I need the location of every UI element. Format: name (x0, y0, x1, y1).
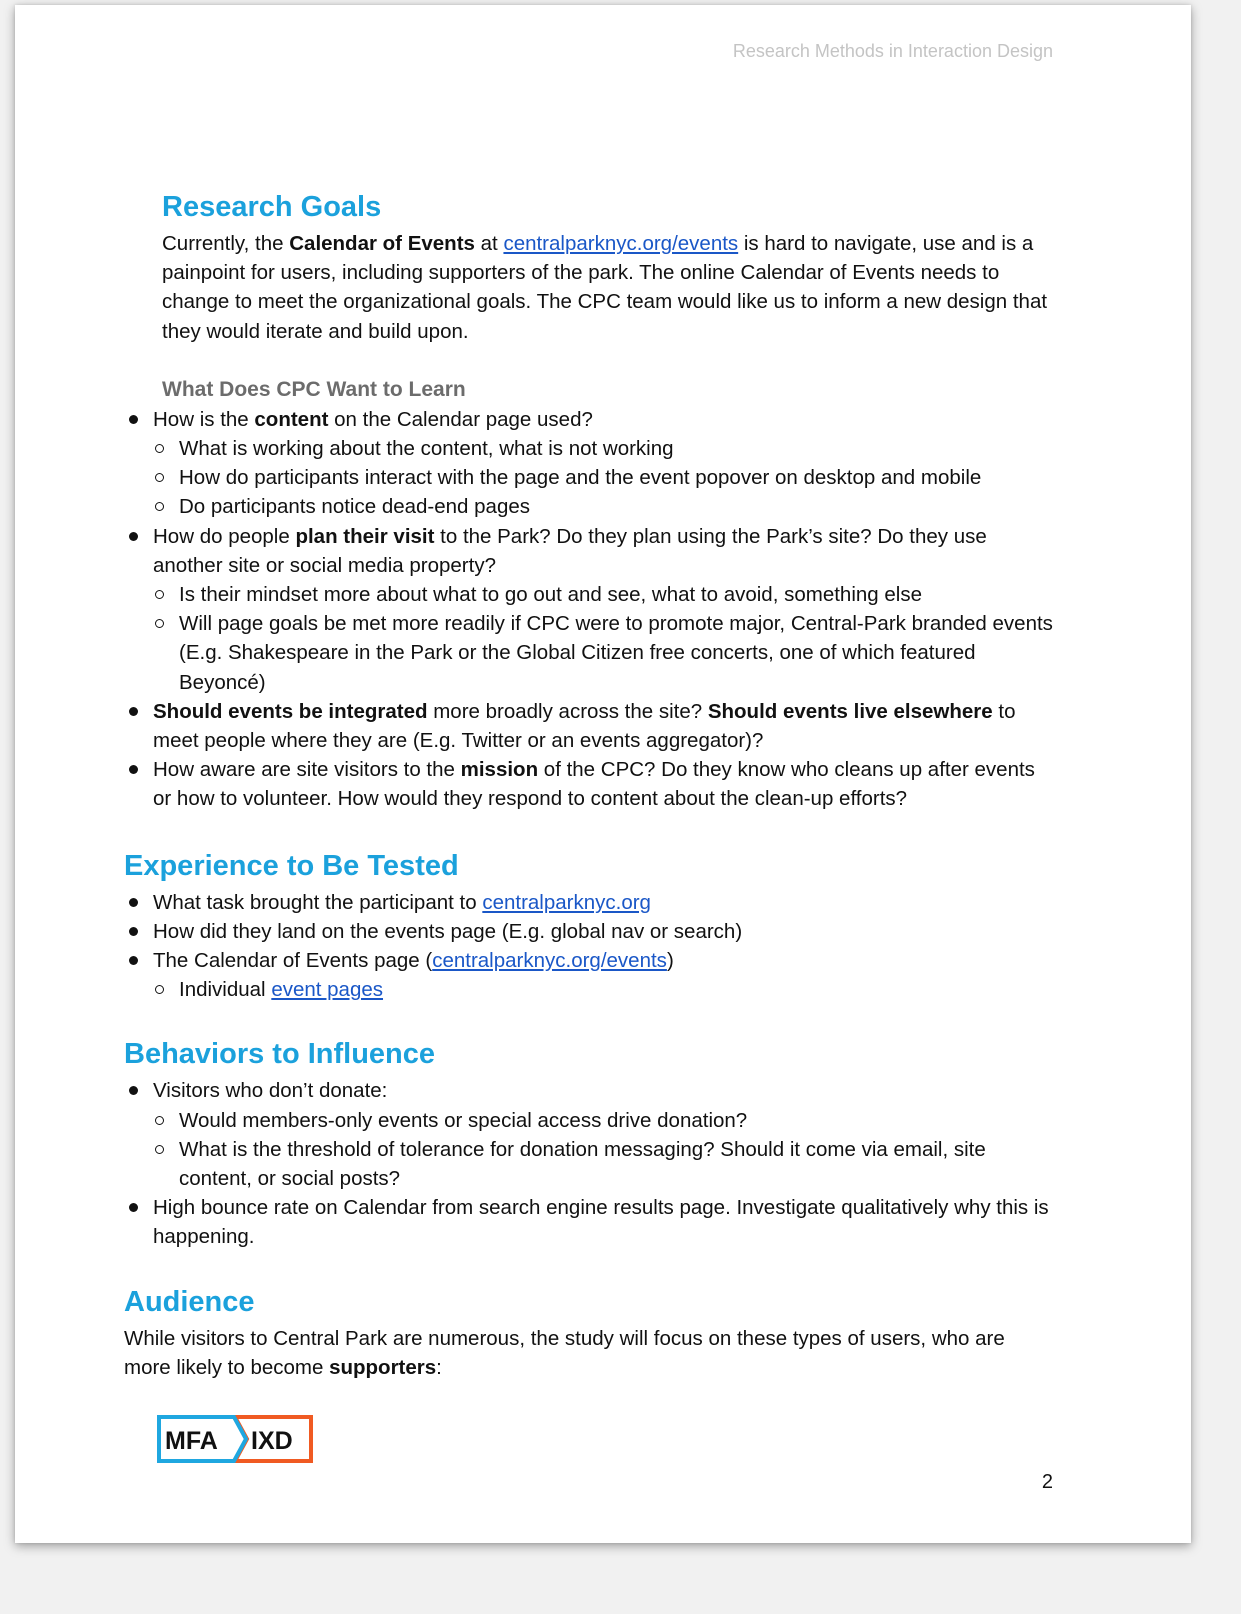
research-goals-section (124, 185, 1054, 405)
item-text: of the CPC? Do they know who cleans up after events or how to volunteer. How would they respond to content about the clean-up efforts? (153, 758, 1035, 811)
item-bold: content (254, 407, 329, 431)
item-text: Individual (179, 978, 272, 1002)
page-number: 2 (1041, 1471, 1053, 1493)
sub-list-item: Will page goals be met more readily if CPC were to promote major, Central-Park branded events (E.g. Shakespeare in the Park or the Global Citizen free concerts, one of which featured Beyoncé) (179, 609, 1054, 697)
item-text: more broadly across the site? (427, 699, 708, 723)
item-text: How aware are site visitors to the (153, 758, 461, 782)
research-goals-intro (162, 229, 1054, 346)
site-link[interactable]: centralparknyc.org (482, 890, 651, 914)
intro-bold: Calendar of Events (289, 232, 475, 255)
item-text: The Calendar of Events page ( (153, 949, 433, 973)
item-bold: plan their visit (295, 524, 435, 548)
intro-text: Currently, the (162, 232, 290, 255)
list-item (153, 697, 1054, 755)
events-link[interactable]: centralparknyc.org/events (432, 949, 667, 973)
document-page (15, 5, 1191, 1543)
list-item (153, 522, 1054, 697)
sub-list (153, 975, 1054, 1004)
sub-list-item: What is the threshold of tolerance for donation messaging? Should it come via email, site content, or social posts? (179, 1135, 1054, 1193)
item-text: : (436, 1355, 442, 1379)
sub-list-item: How do participants interact with the page and the event popover on desktop and mobile (179, 463, 1054, 492)
item-text: on the Calendar page used? (328, 407, 593, 431)
list-item (153, 755, 1054, 813)
list-item (153, 1076, 1054, 1193)
sub-list (153, 434, 1054, 522)
behaviors-heading: Behaviors to Influence (124, 1038, 436, 1071)
experience-heading: Experience to Be Tested (124, 849, 459, 882)
sub-list-item: What is working about the content, what is not working (179, 434, 1054, 463)
logo-left-text: MFA (165, 1427, 218, 1455)
sub-list-item: Do participants notice dead-end pages (179, 492, 1054, 521)
list-item (153, 405, 1054, 522)
item-text: to the Park? Do they plan using the Park’s site? Do they use another site or social media property? (153, 524, 987, 577)
events-link[interactable]: centralparknyc.org/events (503, 232, 739, 255)
item-text: ) (666, 949, 674, 973)
mfa-ixd-logo (156, 1415, 314, 1463)
sub-list (153, 580, 1054, 697)
item-text: What task brought the participant to (153, 890, 483, 914)
audience-text (124, 1324, 1054, 1382)
item-bold: supporters (329, 1355, 437, 1379)
sub-list (153, 1106, 1054, 1194)
experience-list (124, 888, 1054, 1005)
list-item: High bounce rate on Calendar from search engine results page. Investigate qualitatively why this is happening. (153, 1193, 1054, 1251)
item-bold: Should events be integrated (153, 699, 428, 723)
learn-subheading: What Does CPC Want to Learn (162, 377, 466, 401)
list-item: How did they land on the events page (E.g. global nav or search) (153, 917, 1054, 946)
behaviors-list (124, 1076, 1054, 1251)
sub-list-item (179, 975, 1054, 1004)
item-bold: Should events live elsewhere (707, 699, 993, 723)
logo-right-text: IXD (251, 1427, 293, 1455)
running-header: Research Methods in Interaction Design (732, 41, 1053, 61)
item-text: How is the (153, 407, 255, 431)
item-text: Visitors who don’t donate: (153, 1079, 388, 1103)
item-bold: mission (460, 758, 539, 782)
intro-text: at (474, 232, 504, 255)
sub-list-item: Would members-only events or special access drive donation? (179, 1106, 1054, 1135)
page-content (124, 185, 1054, 1382)
sub-list-item: Is their mindset more about what to go out and see, what to avoid, something else (179, 580, 1054, 609)
learn-list (124, 405, 1054, 814)
event-pages-link[interactable]: event pages (271, 978, 384, 1002)
audience-heading: Audience (124, 1285, 255, 1318)
list-item (153, 946, 1054, 1004)
item-text: to meet people where they are (E.g. Twitter or an events aggregator)? (153, 699, 1016, 753)
list-item (153, 888, 1054, 917)
item-text: While visitors to Central Park are numerous, the study will focus on these types of users, who are more likely to become (124, 1326, 1005, 1379)
item-text: How do people (153, 524, 296, 548)
intro-text: is hard to navigate, use and is a painpoint for users, including supporters of the park. The online Calendar of Events needs to change to meet the organizational goals. The CPC team would like us to inform a new design that they would iterate and build upon. (162, 232, 1048, 343)
research-goals-heading: Research Goals (162, 191, 382, 223)
